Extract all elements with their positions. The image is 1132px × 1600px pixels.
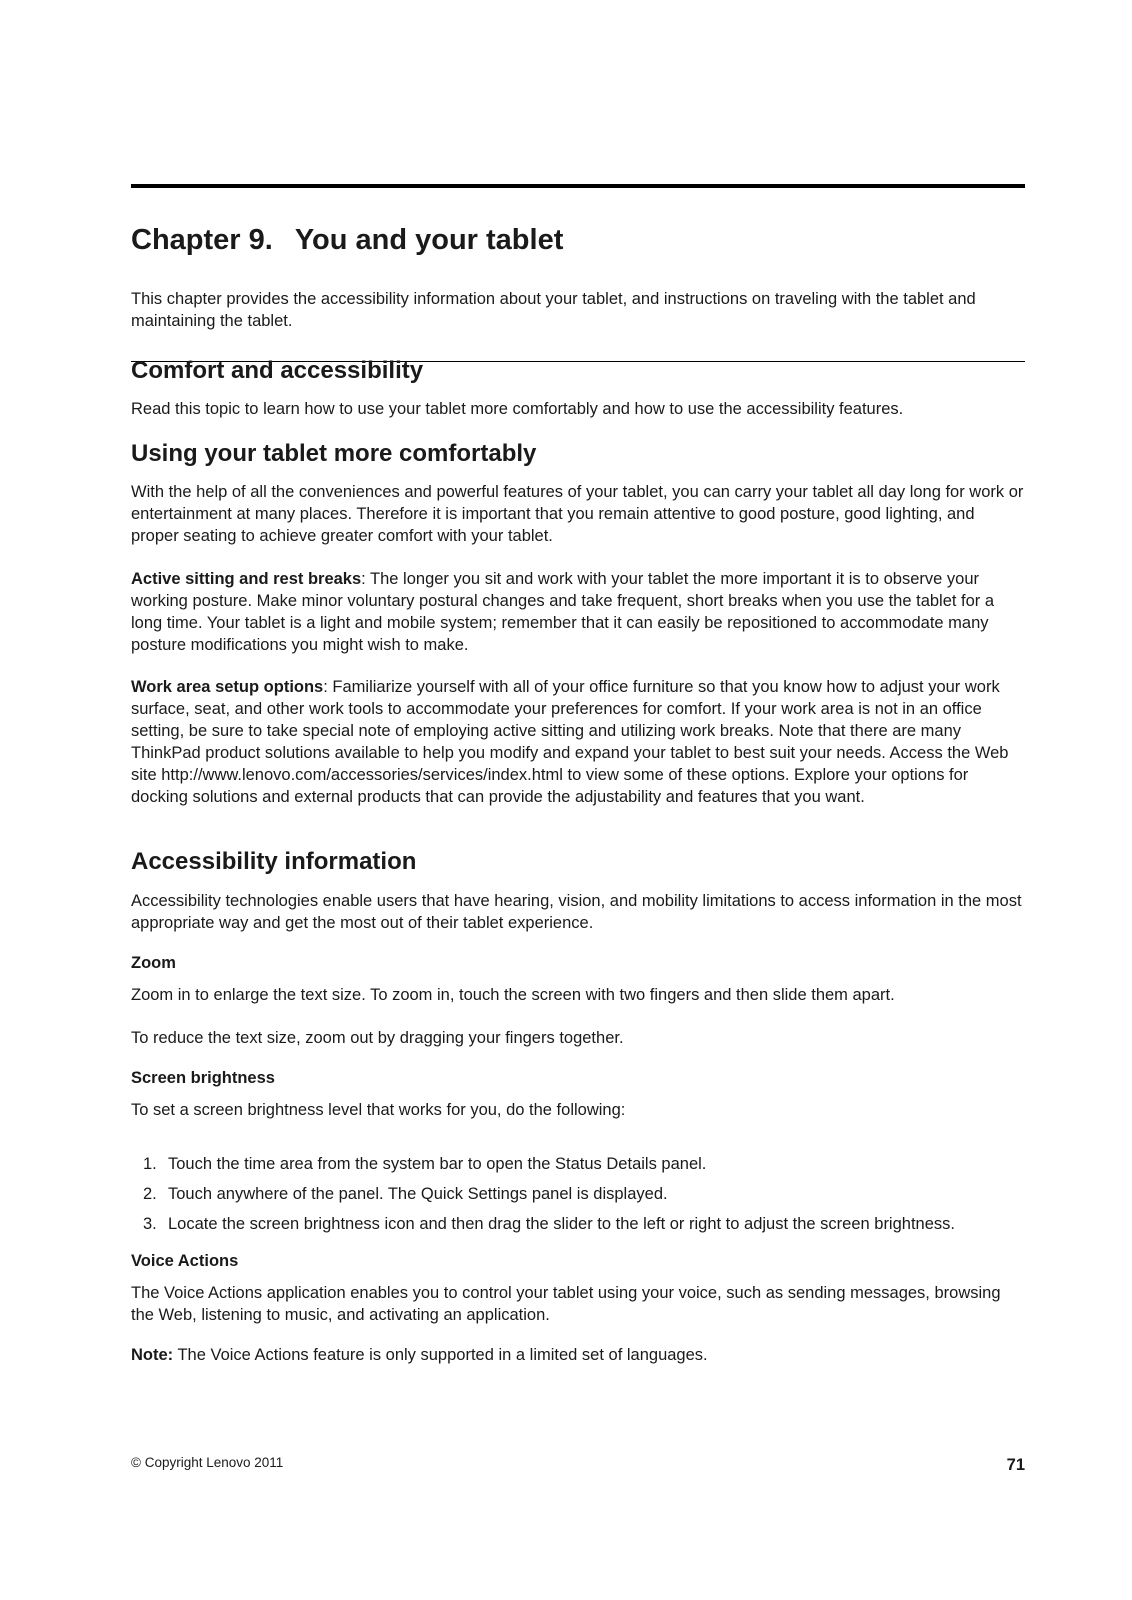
- zoom-paragraph-1: Zoom in to enlarge the text size. To zoom in, touch the screen with two fingers and then slide them apart.: [131, 986, 895, 1004]
- active-sitting-text: : The longer you sit and work with your tablet the more important it is to observe your working posture. Make minor voluntary postural changes and take frequent, short breaks when you use the tablet for a long time. Your tablet is a light and mobile system; remember that it can easily be repositioned to accommodate many posture modifications you might wish to make.: [131, 570, 995, 654]
- comfort-text: Read this topic to learn how to use your tablet more comfortably and how to use the accessibility features.: [131, 400, 904, 418]
- brightness-steps: [131, 1153, 1025, 1243]
- voice-heading: Voice Actions: [131, 1252, 239, 1270]
- document-page: [131, 0, 1025, 1600]
- brightness-intro: To set a screen brightness level that works for you, do the following:: [131, 1101, 626, 1119]
- accessibility-text: Accessibility technologies enable users that have hearing, vision, and mobility limitations to access information in the most appropriate way and get the most out of their tablet experience.: [131, 892, 1022, 932]
- work-area-label: Work area setup options: [131, 678, 324, 696]
- note-text: The Voice Actions feature is only supported in a limited set of languages.: [173, 1346, 708, 1364]
- step-number: 3.: [143, 1215, 157, 1233]
- using-paragraph: With the help of all the conveniences and powerful features of your tablet, you can carry your tablet all day long for work or entertainment at many places. Therefore it is important that you remain attentive to good posture, good lighting, and proper seating to achieve greater comfort with your tablet.: [131, 483, 1024, 545]
- chapter-title-text: You and your tablet: [294, 224, 564, 256]
- chapter-top-rule: [131, 184, 1025, 188]
- voice-note: [131, 1344, 1025, 1366]
- footer-copyright: © Copyright Lenovo 2011: [131, 1455, 284, 1470]
- step-number: 1.: [143, 1155, 157, 1173]
- chapter-intro: This chapter provides the accessibility information about your tablet, and instructions on traveling with the tablet and maintaining the tablet.: [131, 290, 976, 330]
- work-area-text: : Familiarize yourself with all of your office furniture so that you know how to adjust your work surface, seat, and other work tools to accommodate your preferences for comfort. If your work area is not in an office setting, be sure to take special note of employing active sitting and utilizing work breaks. Note that there are many ThinkPad product solutions available to help you modify and expand your tablet to best suit your needs. Access the Web site http://www.lenovo.com/accessories/services/index.html to view some of these options. Explore your options for docking solutions and external products that can provide the adjustability and features that you want.: [131, 678, 1009, 806]
- step-text: Locate the screen brightness icon and then drag the slider to the left or right to adjust the screen brightness.: [168, 1215, 955, 1233]
- note-label: Note:: [131, 1346, 174, 1364]
- active-sitting-paragraph: [131, 568, 1025, 656]
- active-sitting-label: Active sitting and rest breaks: [131, 570, 362, 588]
- page-number: 71: [1006, 1456, 1025, 1474]
- comfort-heading: Comfort and accessibility: [131, 357, 424, 384]
- chapter-number: Chapter 9.: [131, 224, 273, 256]
- voice-text: The Voice Actions application enables you to control your tablet using your voice, such as sending messages, browsing the Web, listening to music, and activating an application.: [131, 1284, 1001, 1324]
- chapter-title: [131, 224, 563, 257]
- step-number: 2.: [143, 1185, 157, 1203]
- step-text: Touch the time area from the system bar to open the Status Details panel.: [168, 1155, 707, 1173]
- accessibility-heading: Accessibility information: [131, 848, 417, 875]
- using-heading: Using your tablet more comfortably: [131, 440, 537, 467]
- brightness-heading: Screen brightness: [131, 1069, 275, 1087]
- list-item: [131, 1153, 1025, 1175]
- zoom-paragraph-2: To reduce the text size, zoom out by dragging your fingers together.: [131, 1029, 624, 1047]
- step-text: Touch anywhere of the panel. The Quick Settings panel is displayed.: [168, 1185, 668, 1203]
- work-area-paragraph: [131, 676, 1025, 808]
- zoom-heading: Zoom: [131, 954, 176, 972]
- list-item: [131, 1183, 1025, 1205]
- list-item: [131, 1213, 1025, 1235]
